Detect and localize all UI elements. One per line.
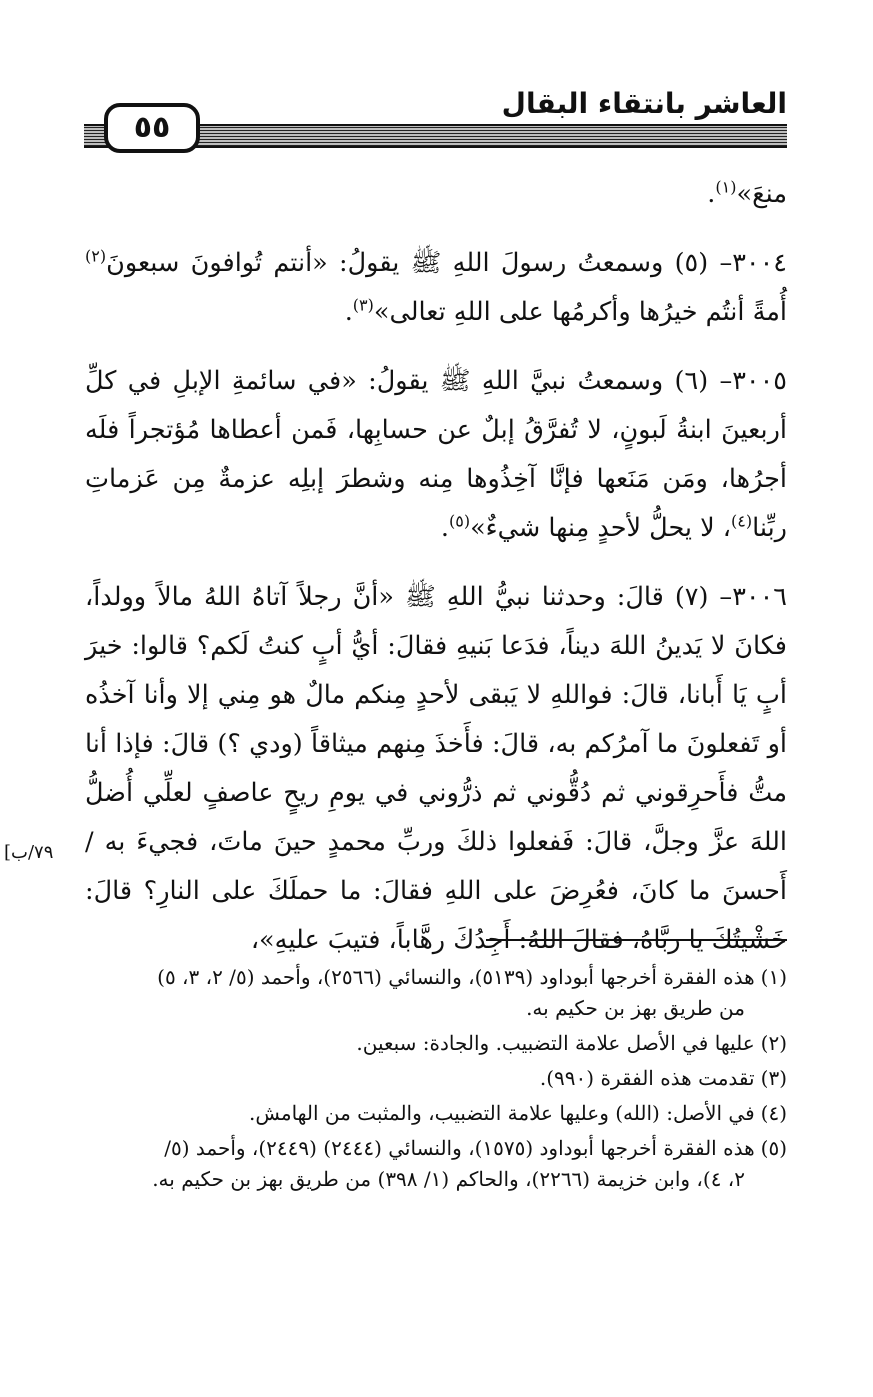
footnote-4: (٤)في الأصل: (الله) وعليها علامة التضبيب، والمثبت من الهامش. [249,1101,787,1125]
main-text [85,170,787,965]
footnote-1: (١)هذه الفقرة أخرجها أبوداود (٥١٣٩)، والنسائي (٢٥٦٦)، وأحمد (٥/ ٢، ٣، ٥) من طريق بهز بن حكيم به. [157,965,787,1020]
running-title: العاشر بانتقاء البقال [501,87,787,120]
footnote-ref: (٤) [731,511,753,531]
footnote-3: (٣)تقدمت هذه الفقرة (٩٩٠). [539,1066,787,1090]
footnote-ref: (١) [715,177,737,197]
paragraph-continuation: منعَ»$^{(١)}$. [707,177,787,209]
footnote-2: (٢)عليها في الأصل علامة التضبيب. والجادة: سبعين. [356,1031,787,1055]
footnote-5: (٥)هذه الفقرة أخرجها أبوداود (١٥٧٥)، والنسائي (٢٤٤٤) (٢٤٤٩)، وأحمد (٥/ ٢، ٤)، وابن خزيمة (٢٢٦٦)، والحاكم (١/ ٣٩٨) من طريق بهز بن حكيم به. [152,1136,787,1191]
footnote-ref: (٥) [448,511,471,531]
footnote-ref: (٣) [352,295,374,315]
page-number: ٥٥ [104,103,200,153]
footnotes [81,962,787,1199]
footnote-ref: (٢) [85,246,107,266]
page-header [0,0,873,160]
footnote-separator [486,939,787,941]
hadith-3004: ٣٠٠٤– (٥) وسمعتُ رسولَ اللهِ ﷺ يقولُ: «أنتم تُوافونَ سبعونَ$^{(٢)}$ أُمةً أنتُم خيرُها وأكرمُها على اللهِ تعالى»$^{(٣)}$. [85,246,787,327]
hadith-3006: ٣٠٠٦– (٧) قالَ: وحدثنا نبيُّ اللهِ ﷺ «أنَّ رجلاً آتاهُ اللهُ مالاً وولداً، فكانَ لا يَدينُ اللهَ ديناً، فدَعا بَنيهِ فقالَ: أيُّ أبٍ كنتُ لَكم؟ قالوا: خيرَ أبٍ يَا أَبانا، قالَ: فواللهِ لا يَبقى لأحدٍ مِنكم مالٌ هو مِني إلا وأنا آخذُه أو تَفعلونَ ما آمرُكم به، قالَ: فأَخذَ مِنهم ميثاقاً (ودي ؟) قالَ: فإذا أنا متُّ فأَحرِقوني ثم دُقُّوني ثم ذرُّوني في يومِ ريحٍ عاصفٍ لعلِّي أُضلُّ اللهَ عزَّ وجلَّ، قالَ: فَفعلوا ذلكَ وربِّ محمدٍ حينَ ماتَ، فجيءَ به / أَحسنَ ما كانَ، فعُرِضَ على اللهِ فقالَ: ما حملَكَ على النارِ؟ قالَ: خَشْيتُكَ يا ربَّاهُ، فقالَ اللهُ: أَجِدُكَ رهَّاباً، فتيبَ عليهِ»، [85,582,787,955]
manuscript-folio-marker: [٧٩/ب [4,842,54,863]
hadith-3005: ٣٠٠٥– (٦) وسمعتُ نبيَّ اللهِ ﷺ يقولُ: «في سائمةِ الإبلِ في كلِّ أربعينَ ابنةُ لَبونٍ، لا تُفرَّقُ إبلٌ عن حسابِها، فَمن أعطاها مُؤتجراً فلَه أجرُها، ومَن مَنَعها فإنَّا آخِذُوها مِنه وشطرَ إبلِه عزمةٌ مِن عَزماتِ ربِّنا$^{(٤)}$، لا يحلُّ لأحدٍ مِنها شيءٌ»$^{(٥)}$. [85,366,788,543]
